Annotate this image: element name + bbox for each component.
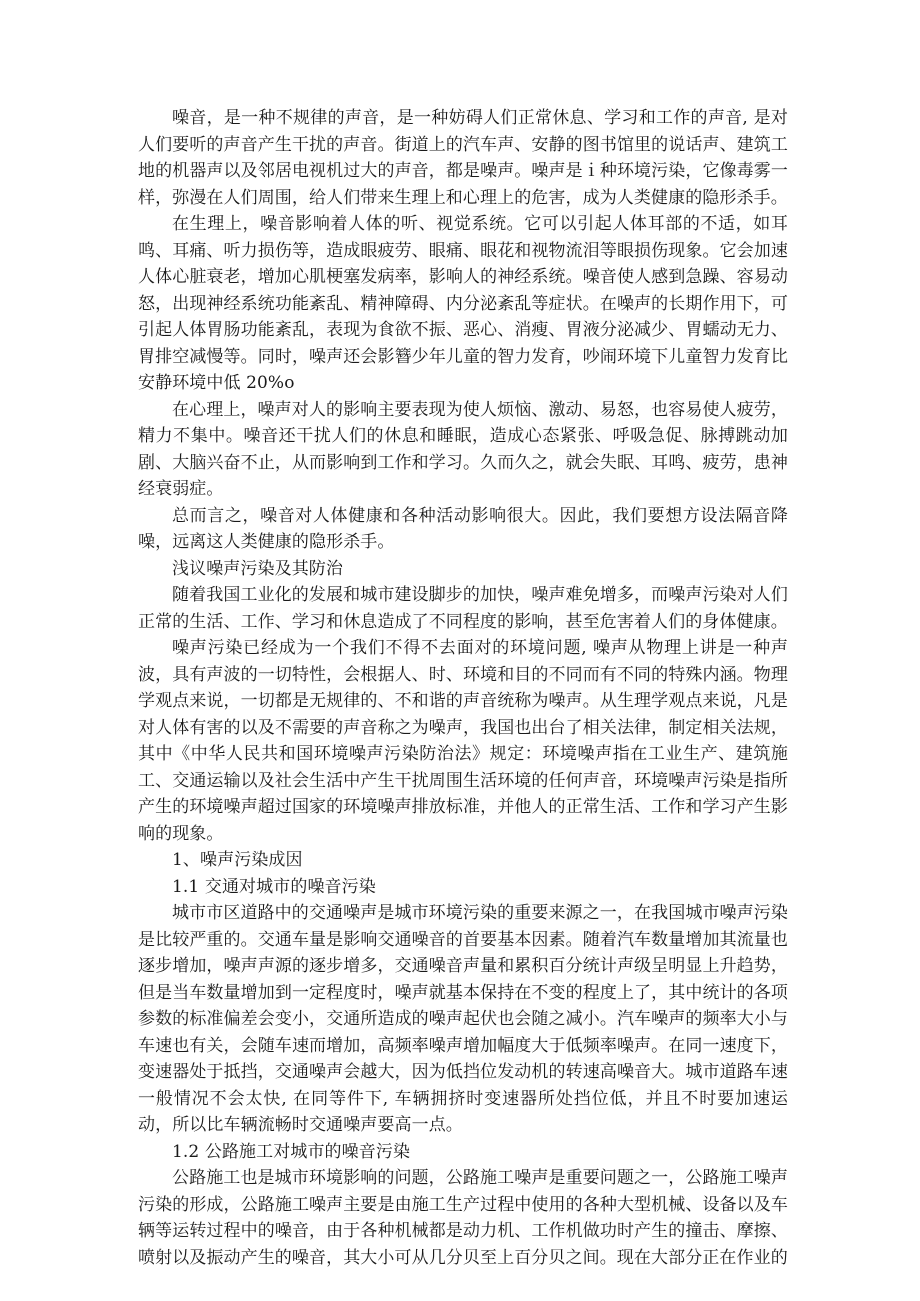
section-heading-causes: 1、噪声污染成因 — [172, 850, 303, 870]
paragraph-background: 随着我国工业化的发展和城市建设脚步的加快，噪声难免增多，而噪声污染对人们正常的生活、工作、学习和休息造成了不同程度的影响，甚至危害着人们的身体健康。 — [138, 585, 788, 632]
article-title: 浅议噪声污染及其防治 — [172, 558, 343, 579]
paragraph-definition: 噪声污染已经成为一个我们不得不去面对的环境问题, 噪声从物理上讲是一种声波，具有声波的一切特性，会根据人、时、环境和目的不同而有不同的特殊内涵。物理学观点来说，一切都是无规律的、不和谐的声音统称为噪声。从生理学观点来说，凡是对人体有害的以及不需要的声音称之为噪声，我国也出台了相关法律，制定相关法规，其中《中华人民共和国环境噪声污染防治法》规定：环境噪声指在工业生产、建筑施工、交通运输以及社会生活中产生干扰周围生活环境的任何声音，环境噪声污染是指所产生的环境噪声超过国家的环境噪声排放标准，并他人的正常生活、工作和学习产生影响的现象。 — [138, 638, 788, 844]
paragraph-physiological: 在生理上，噪音影响着人体的听、视觉系统。它可以引起人体耳部的不适，如耳鸣、耳痛、听力损伤等，造成眼疲劳、眼痛、眼花和视物流泪等眼损伤现象。它会加速人体心脏衰老，增加心肌梗塞发病率，影响人的神经系统。噪音使人感到急躁、容易动怒，出现神经系统功能紊乱、精神障碍、内分泌紊乱等症状。在噪声的长期作用下，可引起人体胃肠功能紊乱，表现为食欲不振、恶心、消瘦、胃液分泌减少、胃蠕动无力、胃排空减慢等。同时，噪声还会影簪少年儿童的智力发育，吵闹环境下儿童智力发育比安静环境中低 20%o — [138, 214, 788, 393]
subsection-heading-traffic: 1.1 交通对城市的噪音污染 — [172, 876, 376, 897]
paragraph-conclusion: 总而言之，噪音对人体健康和各种活动影响很大。因此，我们要想方设法隔音降噪，远离这人类健康的隐形杀手。 — [138, 505, 788, 552]
paragraph-construction: 公路施工也是城市环境影响的问题，公路施工噪声是重要问题之一，公路施工噪声污染的形成，公路施工噪声主要是由施工生产过程中使用的各种大型机械、设备以及车辆等运转过程中的噪音，由于各种机械都是动力机、工作机做功时产生的撞击、摩擦、喷射以及振动产生的噪音，其大小可从几分贝至上百分贝之间。现在大部分正在作业的 — [138, 1168, 788, 1268]
paragraph-intro: 噪音，是一种不规律的声音，是一种妨碍人们正常休息、学习和工作的声音, 是对人们要听的声音产生干扰的声音。街道上的汽车声、安静的图书馆里的说话声、建筑工地的机器声以及邻居电视机过大的声音，都是噪声。噪声是ｉ种环境污染，它像毒雾一样，弥漫在人们周围，给人们带来生理上和心理上的危害，成为人类健康的隐形杀手。 — [138, 108, 788, 208]
document-body — [138, 105, 788, 1271]
subsection-heading-construction: 1.2 公路施工对城市的噪音污染 — [172, 1141, 411, 1162]
paragraph-psychological: 在心理上，噪声对人的影响主要表现为使人烦恼、激动、易怒，也容易使人疲劳，精力不集中。噪音还干扰人们的休息和睡眠，造成心态紧张、呼吸急促、脉搏跳动加剧、大脑兴奋不止，从而影响到工作和学习。久而久之，就会失眠、耳鸣、疲劳，患神经衰弱症。 — [138, 399, 788, 499]
paragraph-traffic: 城市市区道路中的交通噪声是城市环境污染的重要来源之一，在我国城市噪声污染是比较严重的。交通车量是影响交通噪音的首要基本因素。随着汽车数量增加其流量也逐步增加，噪声声源的逐步增多，交通噪音声量和累积百分统计声级呈明显上升趋势，但是当车数量增加到一定程度时，噪声就基本保持在不变的程度上了，其中统计的各项参数的标准偏差会变小，交通所造成的噪声起伏也会随之减小。汽车噪声的频率大小与车速也有关，会随车速而增加，高频率噪声增加幅度大于低频率噪声。在同一速度下，变速器处于抵挡，交通噪声会越大，因为低挡位发动机的转速高噪音大。城市道路车速一般情况不会太快, 在同等件下, 车辆拥挤时变速器所处挡位低，并且不时要加速运动，所以比车辆流畅时交通噪声要高一点。 — [138, 903, 788, 1135]
